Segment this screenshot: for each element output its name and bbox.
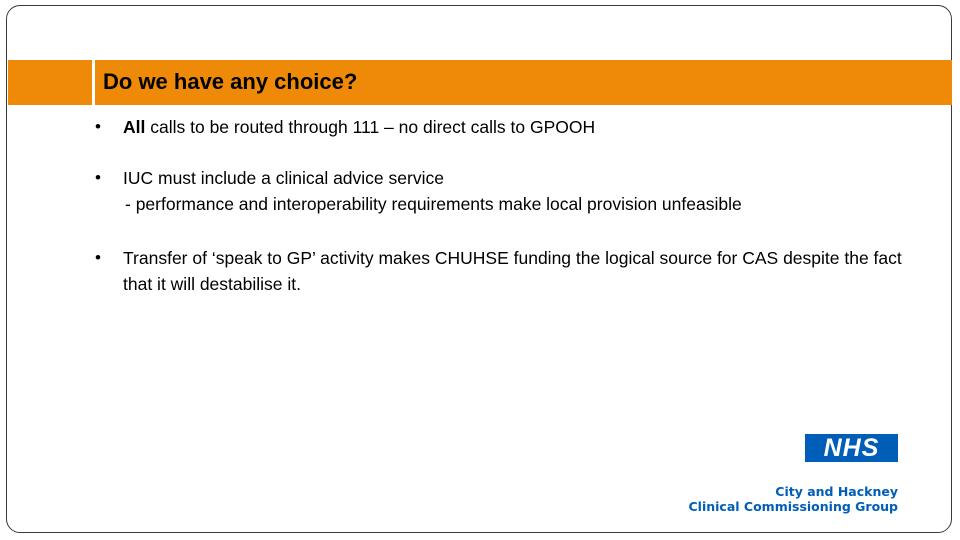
nhs-logo: NHS bbox=[805, 434, 898, 462]
bullet-item-2 bbox=[95, 165, 903, 217]
bullet-dot: • bbox=[95, 248, 101, 267]
bullet-1-bold: All bbox=[123, 117, 146, 137]
org-name-line1: City and Hackney bbox=[775, 484, 898, 499]
title-divider bbox=[92, 60, 95, 105]
slide-title: Do we have any choice? bbox=[103, 69, 358, 94]
bullet-item-1 bbox=[95, 114, 903, 140]
bullet-item-3 bbox=[95, 245, 903, 297]
bullet-3-text: Transfer of ‘speak to GP’ activity makes CHUHSE funding the logical source for CAS despite the fact that it will destabilise it. bbox=[123, 248, 902, 294]
bullet-dot: • bbox=[95, 117, 101, 136]
bullet-2-line2: - performance and interoperability requirements make local provision unfeasible bbox=[125, 194, 742, 214]
bullet-2-line1: IUC must include a clinical advice service bbox=[123, 168, 444, 188]
org-name-line2: Clinical Commissioning Group bbox=[688, 499, 898, 514]
bullet-1-text: calls to be routed through 111 – no direct calls to GPOOH bbox=[145, 117, 596, 137]
bullet-dot: • bbox=[95, 168, 101, 187]
